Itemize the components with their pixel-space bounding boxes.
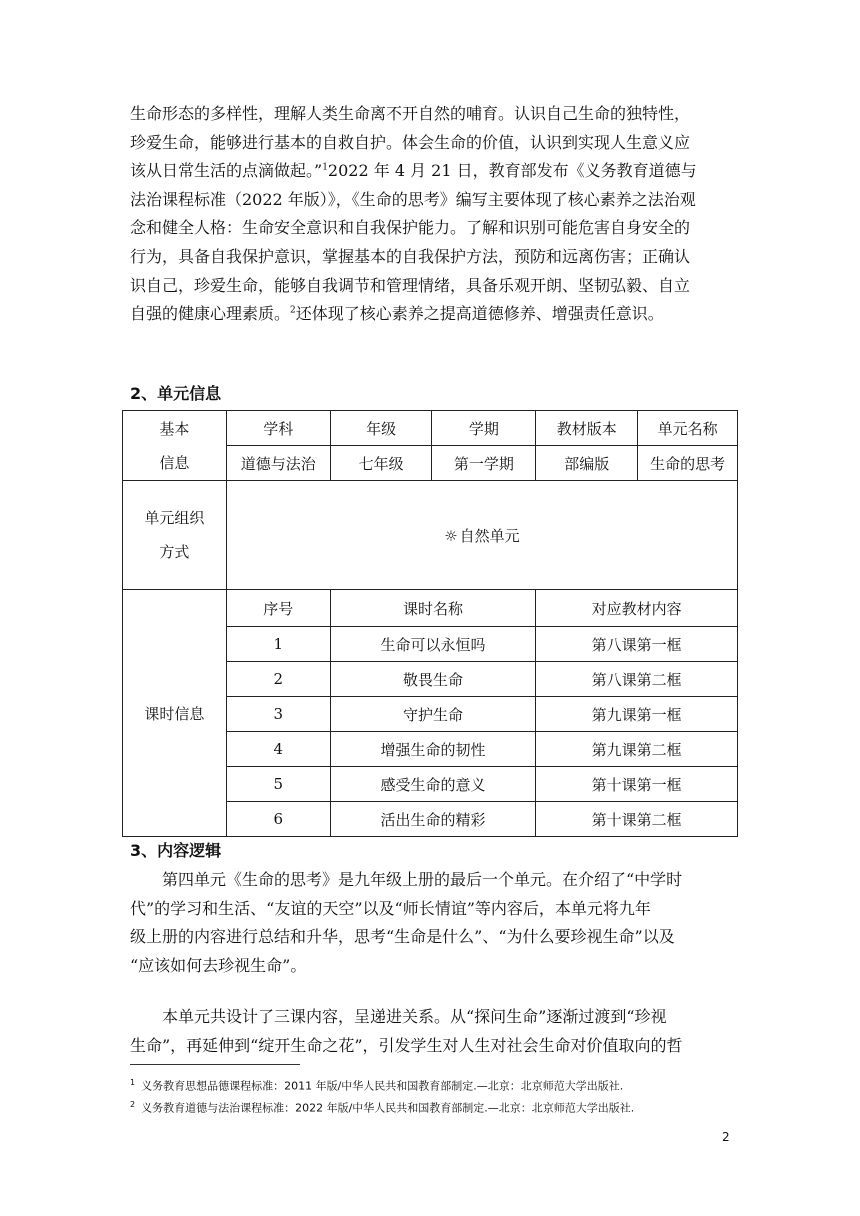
lesson-number: 1 <box>226 627 330 662</box>
text-line: 级上册的内容进行总结和升华，思考“生命是什么”、“为什么要珍视生命”以及 <box>130 927 675 947</box>
lesson-content: 第十课第二框 <box>536 802 738 837</box>
footnote-number: 2 <box>130 1099 136 1109</box>
cell-text: 方式 <box>159 543 190 561</box>
text-line: 珍爱生命，能够进行基本的自救自护。体会生命的价值，认识到实现人生意义应 <box>130 132 691 152</box>
value-cell: 道德与法治 <box>226 446 330 481</box>
lesson-content: 第九课第二框 <box>536 732 738 767</box>
cell-text: 单元组织 <box>144 509 205 527</box>
content-logic-paragraph-2 <box>130 1003 742 1060</box>
header-cell: 序号 <box>226 590 330 627</box>
footnote-ref[interactable]: 2 <box>290 305 296 316</box>
footnote-divider <box>130 1064 300 1065</box>
header-cell: 学期 <box>432 411 536 446</box>
lesson-name: 生命可以永恒吗 <box>330 627 536 662</box>
cell-text: 自然单元 <box>459 526 520 545</box>
header-cell: 单元名称 <box>638 411 738 446</box>
text-line: 代”的学习和生活、“友谊的天空”以及“师长情谊”等内容后，本单元将九年 <box>130 898 651 918</box>
value-cell: 部编版 <box>536 446 638 481</box>
table-row <box>123 590 738 627</box>
text-run: 自强的健康心理素质。 <box>130 304 291 324</box>
lesson-content: 第八课第一框 <box>536 627 738 662</box>
org-method-value <box>226 481 737 590</box>
section-heading-content-logic: 3、内容逻辑 <box>130 841 222 860</box>
header-cell: 教材版本 <box>536 411 638 446</box>
text-line: 本单元共设计了三课内容，呈递进关系。从“探问生命”逐渐过渡到“珍视 <box>162 1007 667 1026</box>
footnote-ref[interactable]: 1 <box>322 162 328 173</box>
text-line: 生命”，再延伸到“绽开生命之花”，引发学生对人生对社会生命对价值取向的哲 <box>130 1035 683 1055</box>
content-logic-paragraph-1 <box>130 866 742 980</box>
text-line: 生命形态的多样性，理解人类生命离不开自然的哺育。认识自己生命的独特性， <box>130 104 691 123</box>
unit-info-table <box>122 410 738 837</box>
text-run: 该从日常生活的点滴做起。” <box>130 161 323 181</box>
lesson-name: 守护生命 <box>330 697 536 732</box>
section-heading-unit-info: 2、单元信息 <box>130 384 222 403</box>
cell-text: 基本 <box>159 419 190 438</box>
cell-text: 信息 <box>159 453 190 472</box>
lesson-info-label: 课时信息 <box>123 590 227 837</box>
basic-info-label <box>123 411 227 481</box>
lesson-content: 第十课第一框 <box>536 767 738 802</box>
lesson-content: 第九课第一框 <box>536 697 738 732</box>
footnote <box>130 1074 750 1096</box>
lesson-number: 3 <box>226 697 330 732</box>
footnote <box>130 1096 750 1118</box>
text-line <box>130 300 742 329</box>
text-run: 还体现了核心素养之提高道德修养、增强责任意识。 <box>295 304 664 324</box>
lesson-name: 活出生命的精彩 <box>330 802 536 837</box>
footnotes <box>130 1074 750 1117</box>
header-cell: 课时名称 <box>330 590 536 627</box>
footnote-text: 义务教育道德与法治课程标准：2022 年版/中华人民共和国教育部制定.—北京：北京师范大学出版社. <box>141 1101 635 1115</box>
text-line: “应该如何去珍视生命”。 <box>130 955 307 975</box>
lesson-name: 感受生命的意义 <box>330 767 536 802</box>
radio-sun-icon[interactable]: ☼ <box>444 526 458 545</box>
text-line: 念和健全人格：生命安全意识和自我保护能力。了解和识别可能危害自身安全的 <box>130 218 691 238</box>
lesson-content: 第八课第二框 <box>536 662 738 697</box>
lesson-name: 敬畏生命 <box>330 662 536 697</box>
lesson-number: 4 <box>226 732 330 767</box>
text-line: 法治课程标准（2022 年版）》，《生命的思考》编写主要体现了核心素养之法治观 <box>130 189 696 209</box>
lesson-number: 5 <box>226 767 330 802</box>
header-cell: 年级 <box>330 411 432 446</box>
footnote-number: 1 <box>130 1078 136 1087</box>
text-line <box>130 157 742 186</box>
lesson-number: 6 <box>226 802 330 837</box>
text-run: 2022 年 4 月 21 日，教育部发布《义务教育道德与 <box>327 161 697 181</box>
page-number: 2 <box>722 1130 730 1144</box>
footnote-text: 义务教育思想品德课程标准：2011 年版/中华人民共和国教育部制定.—北京：北京师范大学出版社. <box>141 1079 624 1093</box>
table-row <box>123 411 738 446</box>
text-line: 第四单元《生命的思考》是九年级上册的最后一个单元。在介绍了“中学时 <box>162 870 683 889</box>
header-cell: 对应教材内容 <box>536 590 738 627</box>
intro-paragraph <box>130 100 742 329</box>
header-cell: 学科 <box>226 411 330 446</box>
lesson-name: 增强生命的韧性 <box>330 732 536 767</box>
text-line: 识自己，珍爱生命，能够自我调节和管理情绪，具备乐观开朗、坚韧弘毅、自立 <box>130 275 691 295</box>
value-cell: 七年级 <box>330 446 432 481</box>
table-row <box>123 481 738 590</box>
value-cell: 第一学期 <box>432 446 536 481</box>
lesson-number: 2 <box>226 662 330 697</box>
org-method-label <box>123 481 227 590</box>
text-line: 行为，具备自我保护意识，掌握基本的自我保护方法，预防和远离伤害；正确认 <box>130 246 691 266</box>
value-cell: 生命的思考 <box>638 446 738 481</box>
